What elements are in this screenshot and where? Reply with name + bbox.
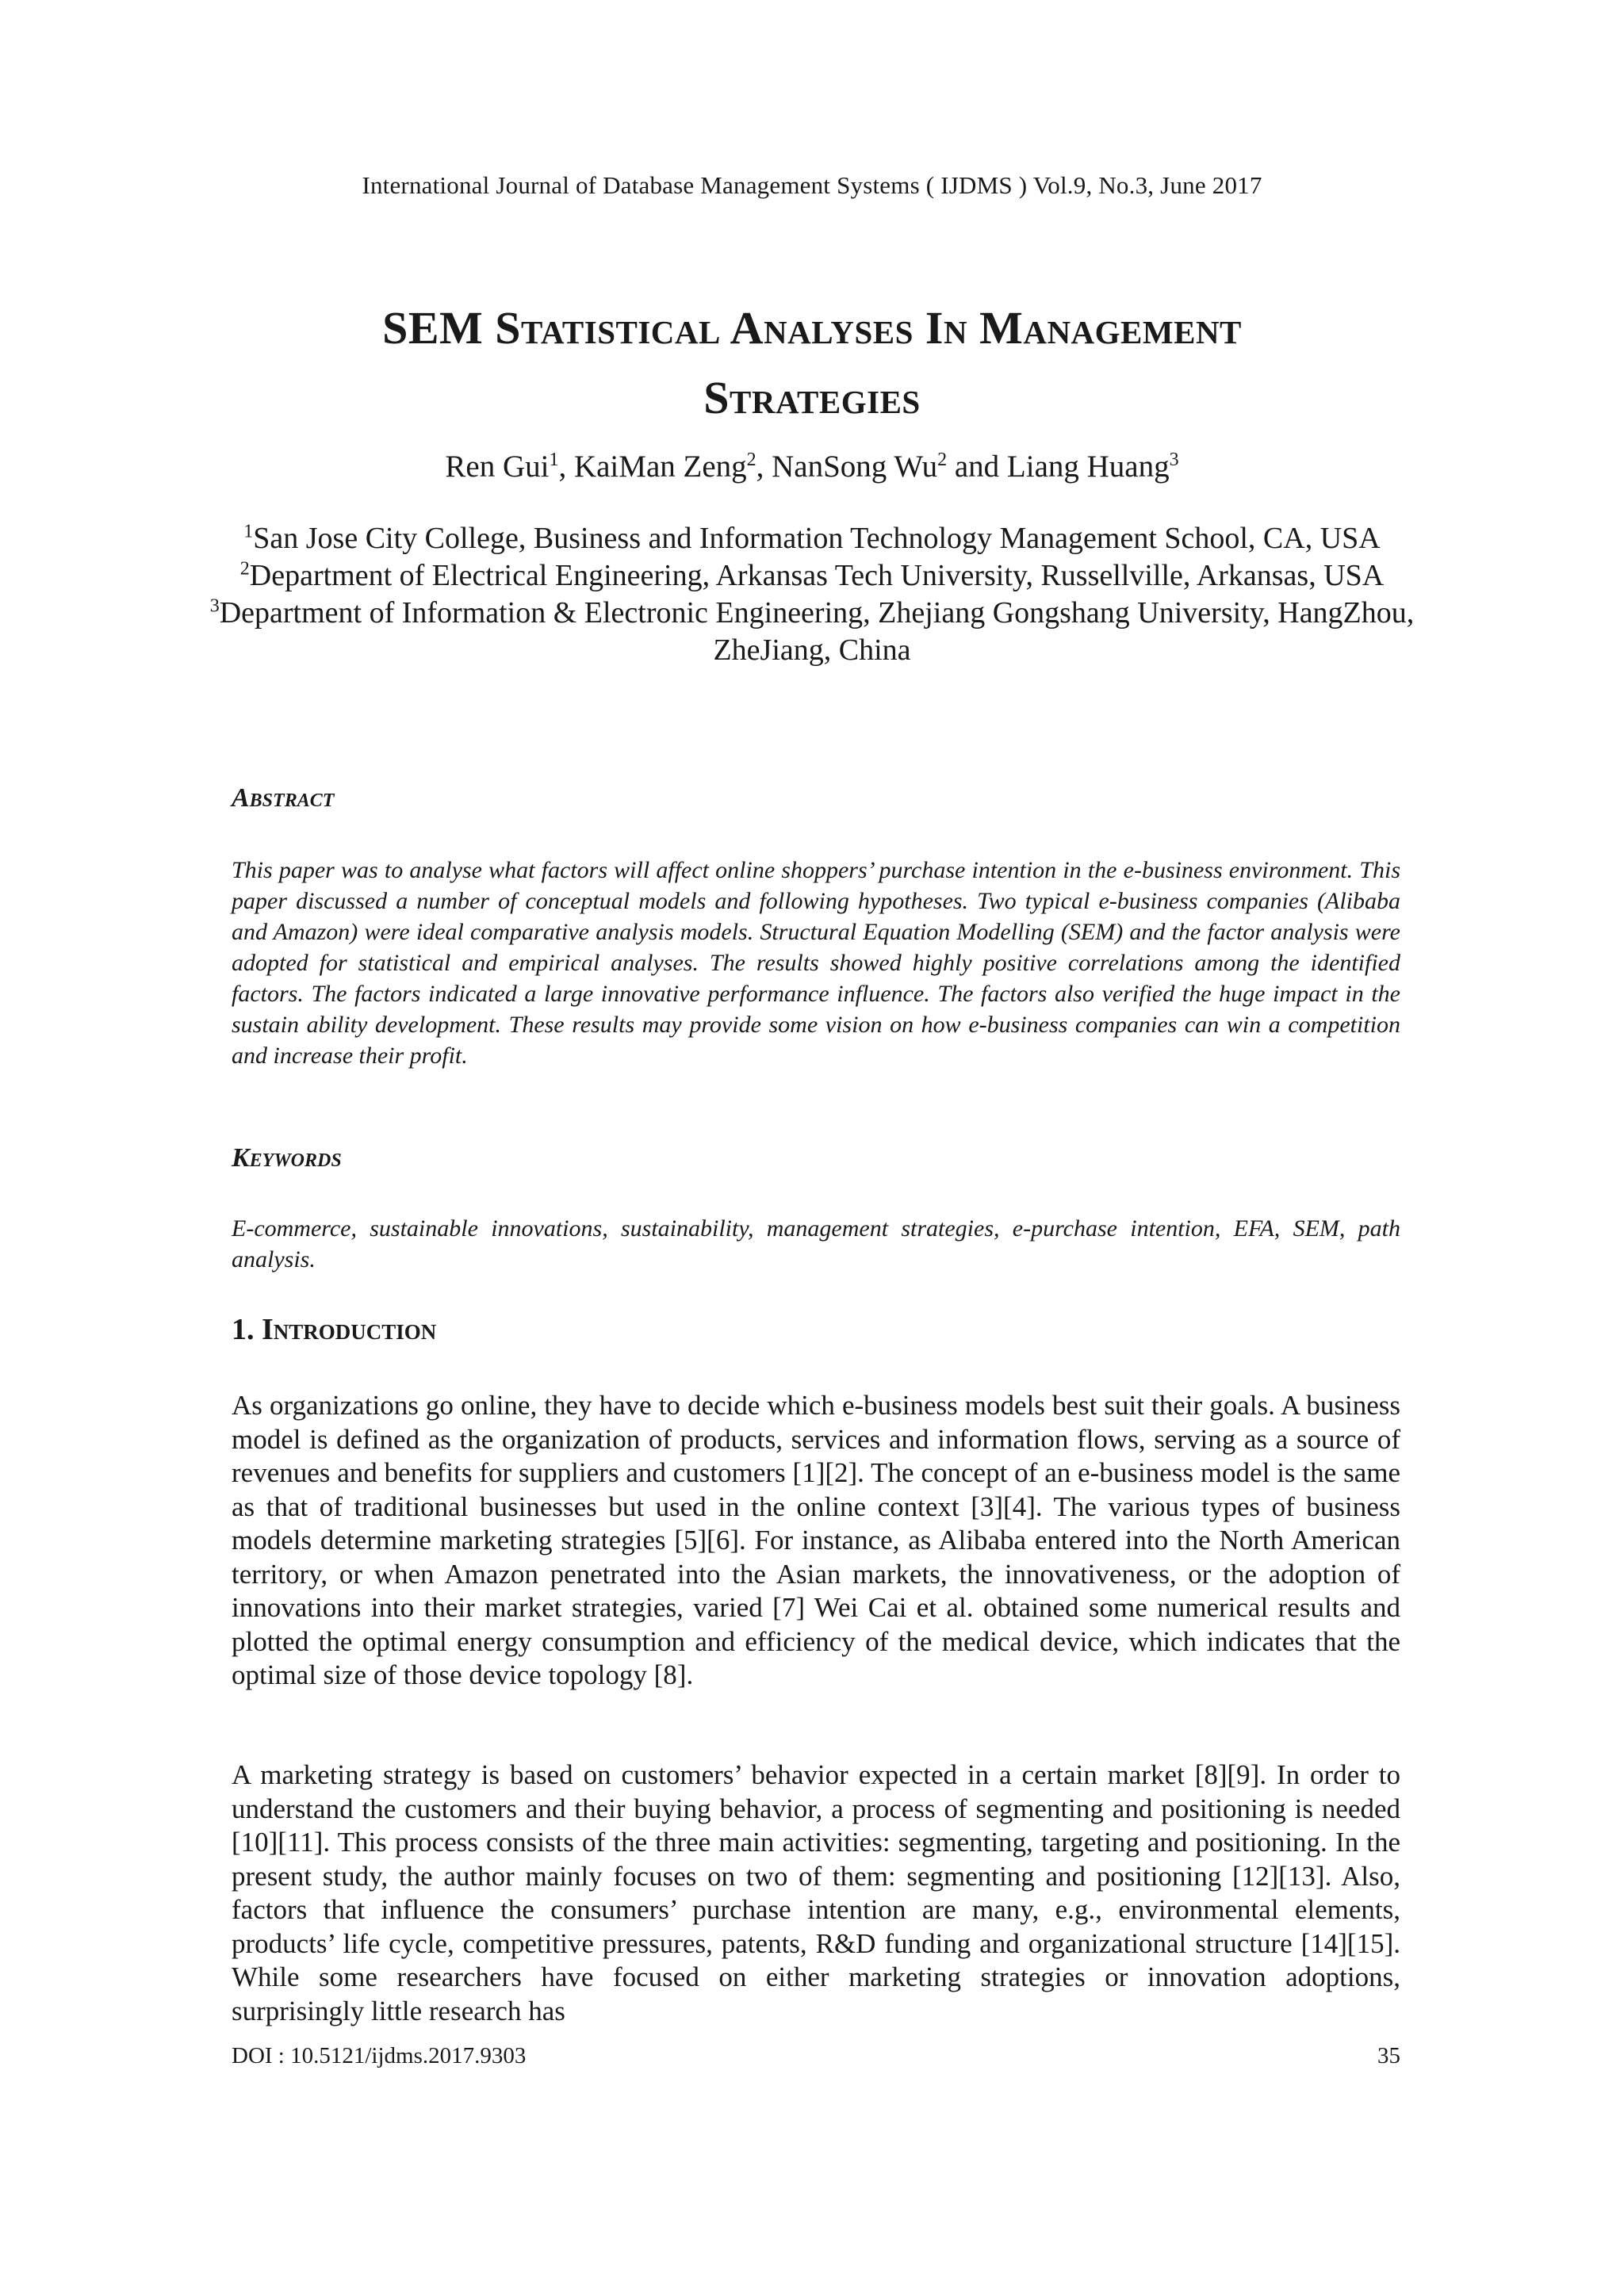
author-affiliation-mark: 2 (746, 450, 756, 470)
author-name: NanSong Wu (772, 450, 938, 484)
affiliation-item (198, 557, 1426, 595)
author-name: Ren Gui (445, 450, 550, 484)
author-separator: , (756, 450, 772, 484)
body-paragraph: A marketing strategy is based on customers’ behavior expected in a certain market [8][9]. In order to understand the customers and their buying behavior, a process of segmenting and positioning is needed [10][11]. This process consists of the three main activities: segmenting, targeting and positioning. In the present study, the author mainly focuses on two of them: segmenting and positioning [12][13]. Also, factors that influence the consumers’ purchase intention are many, e.g., environmental elements, products’ life cycle, competitive pressures, patents, R&D funding and organizational structure [14][15]. While some researchers have focused on either marketing strategies or innovation adoptions, surprisingly little research has (232, 1759, 1400, 2026)
body-paragraph: As organizations go online, they have to decide which e-business models best suit their goals. A business model is defined as the organization of products, services and information flows, serving as a source of revenues and benefits for suppliers and customers [1][2]. The concept of an e-business model is the same as that of traditional businesses but used in the online context [3][4]. The various types of business models determine marketing strategies [5][6]. For instance, as Alibaba entered into the North American territory, or when Amazon penetrated into the Asian markets, the innovativeness, or the adoption of innovations into their market strategies, varied [7] Wei Cai et al. obtained some numerical results and plotted the optimal energy consumption and efficiency of the medical device, which indicates that the optimal size of those device topology [8]. (232, 1390, 1400, 1690)
running-header: International Journal of Database Management Systems ( IJDMS ) Vol.9, No.3, June 2017 (362, 171, 1262, 199)
author-separator: and (947, 450, 1007, 484)
author-name: KaiMan Zeng (573, 450, 747, 484)
keywords-heading: Keywords (232, 1143, 342, 1173)
affiliation-mark: 3 (209, 595, 220, 617)
footer-doi: DOI : 10.5121/ijdms.2017.9303 (232, 2043, 527, 2068)
author-name: Liang Huang (1006, 450, 1170, 484)
affiliation-mark: 1 (243, 521, 254, 542)
paper-title (119, 293, 1505, 433)
title-line-2: Strategies (703, 372, 921, 423)
author-affiliation-mark: 2 (937, 450, 948, 470)
affiliation-text: Department of Information & Electronic Engineering, Zhejiang Gongshang University, HangZhou, ZheJiang, China (219, 596, 1415, 667)
title-line-1: SEM Statistical Analyses In Management (382, 302, 1242, 354)
affiliation-item (198, 520, 1426, 557)
author-list (0, 449, 1624, 484)
author-affiliation-mark: 1 (549, 450, 559, 470)
affiliation-text: San Jose City College, Business and Information Technology Management School, CA, USA (253, 522, 1381, 555)
affiliation-mark: 2 (239, 558, 250, 580)
affiliation-item (198, 595, 1426, 669)
affiliation-text: Department of Electrical Engineering, Arkansas Tech University, Russellville, Arkansas, USA (249, 559, 1385, 592)
abstract-text: This paper was to analyse what factors will affect online shoppers’ purchase intention in the e-business environment. This paper discussed a number of conceptual models and following hypotheses. Two typical e-business companies (Alibaba and Amazon) were ideal comparative analysis models. Structural Equation Modelling (SEM) and the factor analysis were adopted for statistical and empirical analyses. The results showed highly positive correlations among the identified factors. The factors indicated a large innovative performance influence. The factors also verified the huge impact in the sustain ability development. These results may provide some vision on how e-business companies can win a competition and increase their profit. (232, 857, 1400, 1069)
author-separator: , (558, 450, 574, 484)
keywords-text: E-commerce, sustainable innovations, sustainability, management strategies, e-purchase intention, EFA, SEM, path analysis. (232, 1215, 1400, 1272)
author-affiliation-mark: 3 (1169, 450, 1179, 470)
page-number: 35 (1377, 2043, 1400, 2068)
abstract-heading: Abstract (232, 783, 335, 813)
introduction-heading: 1. Introduction (232, 1313, 437, 1346)
affiliation-list (198, 520, 1426, 669)
